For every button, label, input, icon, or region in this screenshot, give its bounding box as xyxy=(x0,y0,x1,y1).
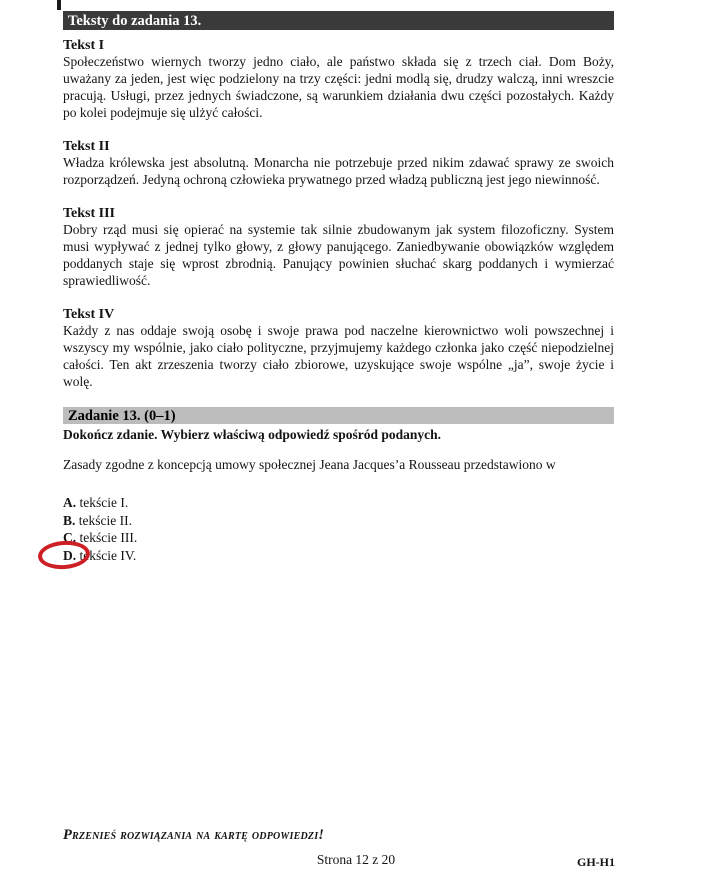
text-1-heading: Tekst I xyxy=(63,38,105,53)
text-3-heading: Tekst III xyxy=(63,206,116,221)
text-4-body: Każdy z nas oddaje swoją osobę i swoje prawa pod naczelne kierownictwo woli powszechnej i wszyscy my wspólnie, jako ciało polityczne, przyjmujemy każdego członka jako część niepodzielnej całości. Ten akt zrzeszenia tworzy ciało zbiorowe, uzyskujące swoje wspólne „ja”, swoje życie i wolę. xyxy=(63,323,614,389)
option-d-text: tekście IV. xyxy=(79,547,137,563)
document-code: GH-H1 xyxy=(577,855,615,869)
text-section-1 xyxy=(63,37,614,121)
option-c xyxy=(63,529,614,547)
page-content xyxy=(63,11,614,564)
option-b xyxy=(63,512,614,530)
option-a xyxy=(63,494,614,512)
task-header-bar xyxy=(63,407,614,424)
task-header-title: Zadanie 13. (0–1) xyxy=(68,408,176,424)
task-question: Zasady zgodne z koncepcją umowy społecznej Jeana Jacques’a Rousseau przedstawiono w xyxy=(63,457,556,472)
text-section-3 xyxy=(63,205,614,289)
task-instruction: Dokończ zdanie. Wybierz właściwą odpowiedź spośród podanych. xyxy=(63,427,442,442)
option-b-label: B. xyxy=(63,512,76,528)
text-2-heading: Tekst II xyxy=(63,139,110,154)
texts-header-title: Teksty do zadania 13. xyxy=(68,13,202,29)
page-number: Strona 12 z 20 xyxy=(316,852,396,867)
texts-header-bar xyxy=(63,11,614,30)
option-b-text: tekście II. xyxy=(78,512,132,528)
answer-options xyxy=(63,494,614,564)
option-a-label: A. xyxy=(63,495,77,510)
option-c-label: C. xyxy=(63,530,77,545)
text-2-body: Władza królewska jest absolutną. Monarcha nie potrzebuje przed nikim zdawać sprawy ze swoich rozporządzeń. Jedyną ochroną człowieka prywatnego przed władzą publiczną jest jego niewinność. xyxy=(63,155,614,187)
scan-artifact-mark xyxy=(57,0,61,10)
text-section-2 xyxy=(63,138,614,188)
text-section-4 xyxy=(63,306,614,390)
option-a-text: tekście I. xyxy=(79,495,129,510)
option-d-label: D. xyxy=(63,547,77,563)
text-4-heading: Tekst IV xyxy=(63,307,115,322)
option-c-text: tekście III. xyxy=(79,530,138,545)
option-d xyxy=(63,547,614,565)
text-3-body: Dobry rząd musi się opierać na systemie tak silnie zbudowanym jak system filozoficzny. System musi wypływać z jednej tylko głowy, z głowy panującego. Zaniedbywanie obowiązków względem poddanych staje się wprost zbrodnią. Panujący powinien słuchać skarg poddanych i wymierzać sprawiedliwość. xyxy=(63,222,614,288)
text-1-body: Społeczeństwo wiernych tworzy jedno ciało, ale państwo składa się z trzech ciał. Dom Boży, uważany za jeden, jest więc podzielony na trzy części: jedni modlą się, drudzy walczą, inni wreszcie pracują. Usługi, przez jednych świadczone, są warunkiem działania dwu części pozostałych. Każdy po kolei podejmuje się ulżyć całości. xyxy=(63,54,614,120)
transfer-answers-note: Przenieś rozwiązania na kartę odpowiedzi! xyxy=(63,827,325,843)
